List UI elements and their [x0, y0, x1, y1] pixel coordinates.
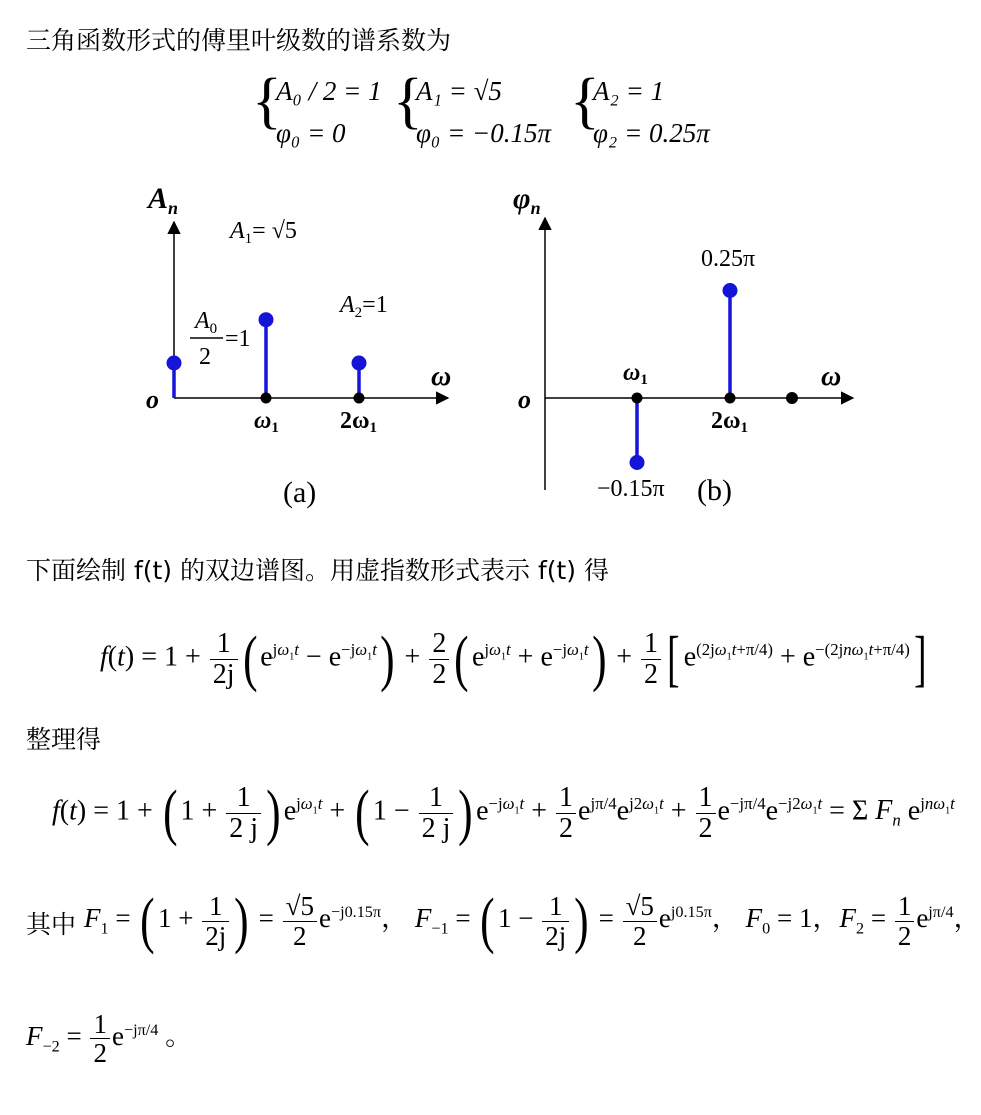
phase-1-base-dot: [725, 393, 736, 404]
equation-exp-form: f(t) = 1 + $\frac{1}{2j}$ ( $e^{j\omega_1t} - e^{-j\omega_1t}$) + $\frac{2}{2}$ ( $e^{j\omega_1t} + e^{-j\omega_1t}$) + $\frac{1}{2}$ [ $e^{(2j\omega_1t+\pi/4)} + e^{-(2jn\omega_1t+\pi/4)}$]: [100, 625, 927, 693]
label-neg-phase: −0.15π: [597, 476, 665, 502]
amplitude-2-base-dot: [354, 393, 365, 404]
coef-phi0: φ₀ = 0: [276, 118, 346, 148]
text-where: 其中: [26, 910, 77, 939]
coef-A1: A₁ = √5: [416, 76, 502, 106]
axis-dot-extra: [786, 392, 798, 404]
x-axis-label: ω: [821, 361, 842, 392]
text-two-sided: 下面绘制 f(t) 的双边谱图。用虚指数形式表示 f(t) 得: [26, 556, 610, 585]
label-A0-rhs: =1: [225, 326, 251, 352]
amplitude-1-dot: [259, 312, 274, 327]
coef-A2: A₂ = 1: [593, 76, 665, 106]
phase-0-base-dot: [632, 393, 643, 404]
label-A2: $A_2=1$: [340, 292, 388, 321]
y-axis-label: $\varphi_n$: [513, 182, 541, 218]
x-axis-label: ω: [431, 361, 452, 392]
tick-label-2w1: 2ω1: [340, 408, 378, 436]
brace-3: {: [570, 67, 600, 135]
tick-label-w1: ω1: [254, 408, 279, 436]
amplitude-spectrum-chart: [120, 180, 470, 520]
phase-spectrum-chart: [505, 180, 865, 520]
phase-0-dot: [630, 455, 645, 470]
tick-label-2w1: 2ω1: [711, 408, 749, 436]
amplitude-2-dot: [352, 356, 367, 371]
text-simplified: 整理得: [26, 725, 102, 754]
label-pos-phase: 0.25π: [701, 246, 756, 272]
origin-label: o: [518, 385, 531, 414]
origin-label: o: [146, 385, 159, 414]
tick-label-w1: ω1: [623, 360, 648, 388]
caption-a: (a): [283, 476, 317, 509]
brace-1: {: [252, 67, 282, 135]
coef-A0: A₀ / 2 = 1: [276, 76, 382, 106]
label-A0-den: 2: [199, 344, 211, 370]
phase-1-dot: [723, 283, 738, 298]
label-A1: $A_1= √5$: [230, 218, 297, 247]
amplitude-1-base-dot: [261, 393, 272, 404]
equation-F-minus-2: $F_{-2}$ = $\frac{1}{2}$ $e^{-j\pi/4}$ 。: [26, 1009, 193, 1069]
intro-text: 三角函数形式的傅里叶级数的谱系数为: [26, 26, 452, 55]
label-A0-num: $A_0$: [195, 308, 218, 337]
brace-2: {: [393, 67, 423, 135]
equation-simplified: f(t) = 1 + ( 1 + $\frac{1}{2 j}$ ) $e^{j\omega_1t}$ + ( 1 − $\frac{1}{2 j}$ ) $e^{-j\omega_1t}$ + $\frac{1}{2}$ $e^{j\pi/4}e^{j2\omega_1t}$ + $\frac{1}{2}$ $e^{-j\pi/4}e^{-j2\omega_1t} = \Sigma$ $F_n$ $e^{jn\omega_1t}$: [52, 779, 955, 847]
amplitude-0-dot: [167, 356, 182, 371]
coef-phi1: φ₀ = −0.15π: [416, 118, 552, 148]
coef-phi2: φ₂ = 0.25π: [593, 118, 710, 148]
caption-b: (b): [697, 474, 732, 507]
y-axis-label: $A_n$: [148, 182, 179, 218]
equation-coefficients: $F_1$ = ( 1 + $\frac{1}{2j}$ ) = $\frac{√5}{2}$ $e^{-j0.15\pi}$， $F_{-1}$ = ( 1 − $\frac{1}{2j}$ ) = $\frac{√5}{2}$ $e^{j0.15\pi}$， $F_0 = 1$，$F_2$ = $\frac{1}{2}$ $e^{j\pi/4}$，: [84, 887, 981, 955]
